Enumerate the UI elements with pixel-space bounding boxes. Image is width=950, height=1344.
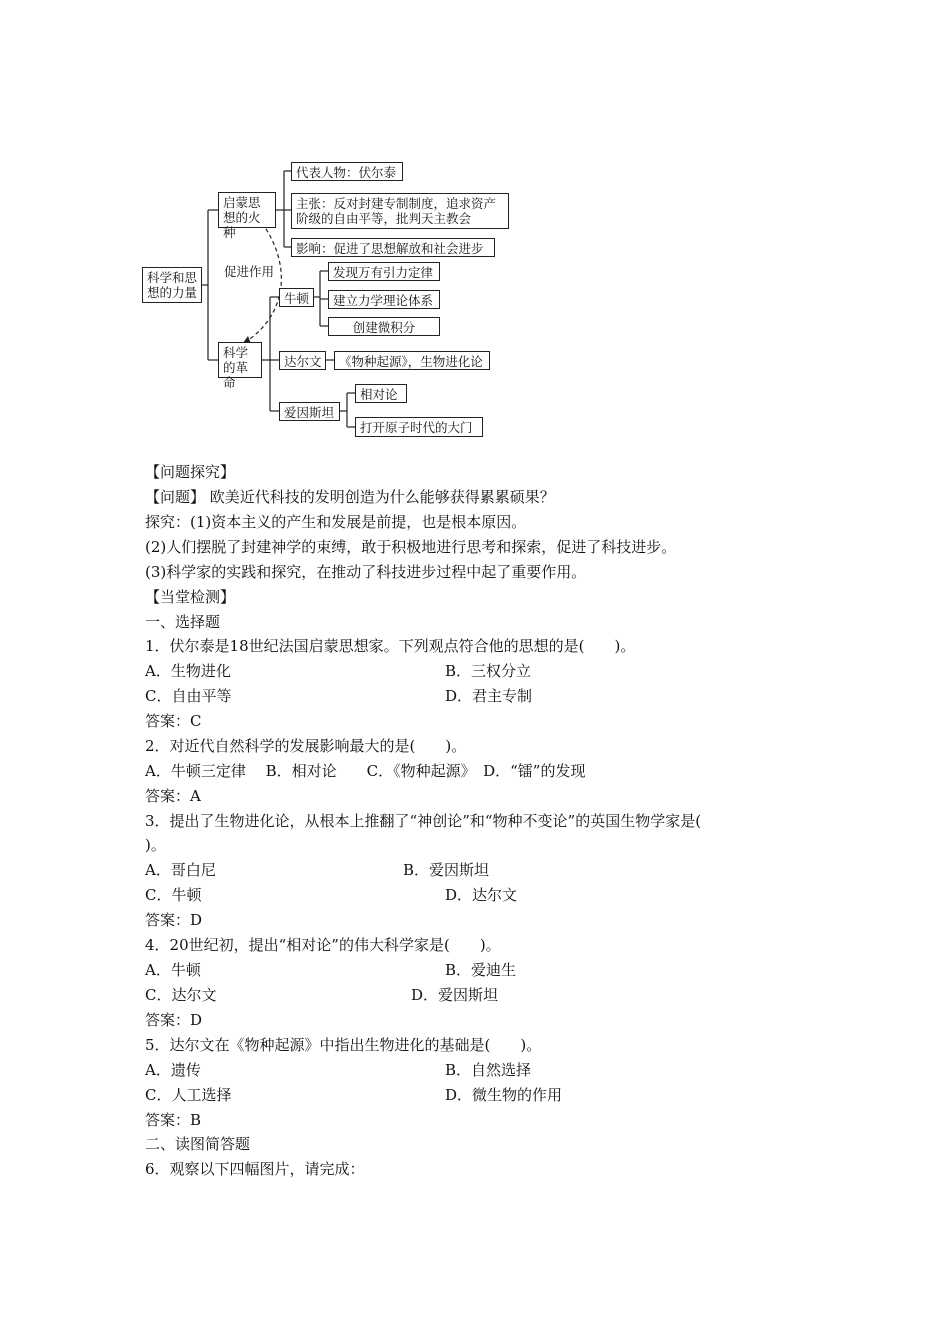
inquiry-question: 【问题】 欧美近代科技的发明创造为什么能够获得累累硕果？ <box>145 488 555 506</box>
q4-option-c: C．达尔文 <box>145 986 217 1004</box>
q4-option-a: A．牛顿 <box>145 961 201 979</box>
q1-option-c: C．自由平等 <box>145 687 232 705</box>
q1-option-d: D．君主专制 <box>445 687 533 705</box>
q1-answer: 答案：C <box>145 712 202 730</box>
darwin-node: 达尔文 <box>279 351 326 370</box>
q3-option-d: D．达尔文 <box>445 886 518 904</box>
einstein-node: 爱因斯坦 <box>279 402 340 421</box>
revolution-node: 科学的革命 <box>218 342 262 378</box>
enlightenment-influence: 影响：促进了思想解放和社会进步 <box>291 238 495 257</box>
q3-option-c: C．牛顿 <box>145 886 202 904</box>
inquiry-answer-1: 探究：(1)资本主义的产生和发展是前提，也是根本原因。 <box>145 513 527 531</box>
q1-stem: 1．伏尔泰是18世纪法国启蒙思想家。下列观点符合他的思想的是( )。 <box>145 637 636 655</box>
inquiry-answer-3: (3)科学家的实践和探究，在推动了科技进步过程中起了重要作用。 <box>145 563 587 581</box>
root-node: 科学和思想的力量 <box>142 267 202 303</box>
q5-option-d: D．微生物的作用 <box>445 1086 563 1104</box>
q5-option-c: C．人工选择 <box>145 1086 232 1104</box>
q2-answer: 答案：A <box>145 787 201 805</box>
section-choice-heading: 一、选择题 <box>145 613 221 631</box>
concept-map <box>140 155 520 445</box>
darwin-origin: 《物种起源》，生物进化论 <box>334 351 490 370</box>
einstein-atomic-age: 打开原子时代的大门 <box>355 417 483 437</box>
q4-stem: 4．20世纪初，提出“相对论”的伟大科学家是( )。 <box>145 936 501 954</box>
einstein-relativity: 相对论 <box>355 384 407 403</box>
newton-gravity: 发现万有引力定律 <box>328 262 440 281</box>
enlightenment-node: 启蒙思想的火种 <box>218 192 276 228</box>
q1-option-b: B．三权分立 <box>445 662 532 680</box>
q4-answer: 答案：D <box>145 1011 203 1029</box>
q2-options: A．牛顿三定律 B．相对论 C．《物种起源》 D．“镭”的发现 <box>145 762 586 780</box>
enlightenment-representative: 代表人物：伏尔泰 <box>291 162 403 181</box>
q4-option-b: B．爱迪生 <box>445 961 517 979</box>
q3-option-a: A．哥白尼 <box>145 861 216 879</box>
q3-stem-line2: )。 <box>145 836 166 854</box>
q5-answer: 答案：B <box>145 1111 202 1129</box>
section-reading-heading: 二、读图简答题 <box>145 1135 251 1153</box>
inquiry-heading: 【问题探究】 <box>145 463 236 481</box>
enlightenment-claim: 主张：反对封建专制制度，追求资产阶级的自由平等，批判天主教会 <box>291 193 509 229</box>
q4-option-d: D．爱因斯坦 <box>411 986 499 1004</box>
promotion-arrow-label: 促进作用 <box>224 264 275 279</box>
q3-answer: 答案：D <box>145 911 203 929</box>
inquiry-answer-2: (2)人们摆脱了封建神学的束缚，敢于积极地进行思考和探索，促进了科技进步。 <box>145 538 677 556</box>
newton-mechanics: 建立力学理论体系 <box>328 290 440 309</box>
q3-stem-line1: 3．提出了生物进化论，从根本上推翻了“神创论”和“物种不变论”的英国生物学家是( <box>145 812 702 830</box>
q2-stem: 2．对近代自然科学的发展影响最大的是( )。 <box>145 737 467 755</box>
q6-stem: 6．观察以下四幅图片，请完成： <box>145 1160 365 1178</box>
q5-option-b: B．自然选择 <box>445 1061 532 1079</box>
q5-option-a: A．遗传 <box>145 1061 201 1079</box>
q5-stem: 5．达尔文在《物种起源》中指出生物进化的基础是( )。 <box>145 1036 542 1054</box>
test-heading: 【当堂检测】 <box>145 588 236 606</box>
newton-calculus: 创建微积分 <box>328 317 440 336</box>
q3-option-b: B．爱因斯坦 <box>403 861 490 879</box>
newton-node: 牛顿 <box>279 288 314 307</box>
q1-option-a: A．生物进化 <box>145 662 231 680</box>
